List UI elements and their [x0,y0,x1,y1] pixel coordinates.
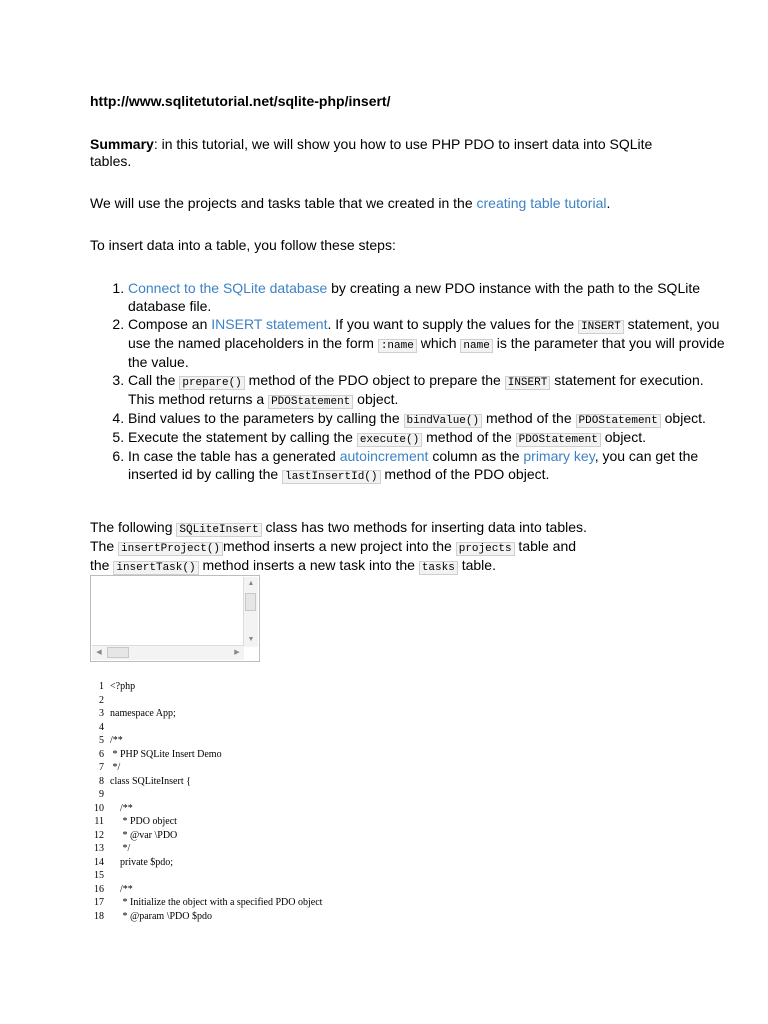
line-number: 16 [94,883,104,895]
step-text: method of the [422,429,516,445]
code-text: */ [110,843,131,854]
code-line [90,896,322,910]
intro-text-end: . [606,195,611,211]
inline-code: PDOStatement [576,414,661,428]
inline-code: PDOStatement [268,395,353,409]
code-text: */ [110,762,121,773]
step-text: column as the [428,448,524,464]
line-number: 15 [94,870,104,881]
line-number: 11 [94,816,104,827]
code-line [90,721,322,735]
following-line-1 [90,518,710,537]
inline-code: execute() [357,433,422,447]
code-line [90,734,322,748]
line-number: 12 [94,829,104,841]
intro-text: We will use the projects and tasks table that we created in the [90,195,477,211]
line-number: 7 [99,762,104,773]
step-text: object. [600,429,646,445]
source-url: http://www.sqlitetutorial.net/sqlite-php/insert/ [90,93,391,109]
triangle-right-icon[interactable]: ▶ [234,649,240,656]
step-text: method of the PDO object. [380,466,550,482]
line-number: 18 [94,910,104,922]
inline-code: insertTask() [113,561,198,575]
inline-code: :name [378,339,417,353]
code-line [90,829,322,843]
step-text: Bind values to the parameters by calling the [128,410,404,426]
step-text: by creating a new PDO instance with the path to the SQLite database file. [128,280,701,314]
code-line [90,680,322,694]
inline-code: lastInsertId() [282,470,380,484]
step-2 [128,315,728,371]
line-number: 13 [94,843,104,854]
creating-table-tutorial-link[interactable]: creating table tutorial [476,195,607,211]
following-line-2 [90,537,710,556]
inline-code: prepare() [179,376,244,390]
vertical-scrollbar[interactable] [243,577,258,647]
para-text: class has two methods for inserting data into tables. [261,519,587,535]
summary-paragraph [90,136,690,170]
step-text: . If you want to supply the values for the [327,316,579,332]
horizontal-scrollbar[interactable] [92,645,244,660]
para-text: The [90,538,119,554]
para-text: table and [514,538,577,554]
line-number: 17 [94,897,104,908]
code-line [90,775,322,789]
para-text: the [90,557,114,573]
line-number: 10 [94,802,104,814]
line-number: 4 [99,721,104,733]
step-5 [128,428,728,447]
intro-paragraph [90,195,690,212]
code-line [90,856,322,870]
code-text: /** [110,802,133,814]
line-number: 5 [99,735,104,746]
line-number: 9 [99,789,104,800]
code-line [90,842,322,856]
inline-code: tasks [419,561,458,575]
code-line [90,788,322,802]
step-text: In case the table has a generated [128,448,340,464]
steps-list [90,279,728,484]
step-6 [128,447,728,484]
line-number: 6 [99,748,104,760]
code-text: /** [110,735,123,746]
triangle-left-icon[interactable]: ◀ [96,649,102,656]
following-paragraph [90,518,710,575]
horizontal-scroll-thumb[interactable] [107,647,129,658]
step-text: is the parameter that you will provide the value. [128,335,725,370]
step-3 [128,371,728,409]
step-4 [128,409,728,428]
code-viewer-box[interactable] [90,575,260,662]
triangle-up-icon[interactable]: ▲ [247,580,255,587]
code-line [90,815,322,829]
summary-text: : in this tutorial, we will show you how to use PHP PDO to insert data into SQLite tables. [90,136,653,169]
para-text: method inserts a new task into the [198,557,419,573]
inline-code: INSERT [578,320,624,334]
code-text: namespace App; [110,708,176,719]
line-number: 3 [99,708,104,719]
step-text: method of the PDO object to prepare the [244,372,505,388]
step-text: method of the [482,410,576,426]
inline-code: name [460,339,492,353]
step-text: Execute the statement by calling the [128,429,357,445]
inline-code: insertProject() [118,542,223,556]
autoincrement-link[interactable]: autoincrement [339,448,429,464]
line-number: 1 [99,681,104,692]
code-line [90,748,322,762]
step-text: Compose an [128,316,212,332]
code-text: * PDO object [110,816,177,827]
step-text: object. [353,391,399,407]
summary-label: Summary [90,136,154,152]
connect-database-link[interactable]: Connect to the SQLite database [128,280,328,296]
inline-code: projects [456,542,515,556]
code-line [90,910,322,924]
code-text: class SQLiteInsert { [110,775,191,787]
code-line [90,869,322,883]
inline-code: PDOStatement [516,433,601,447]
step-text: statement for execution. This method returns a [128,372,704,407]
code-text: <?php [110,681,136,692]
following-line-3 [90,556,710,575]
insert-statement-link[interactable]: INSERT statement [211,316,328,332]
inline-code: bindValue() [404,414,483,428]
step-text: object. [660,410,706,426]
primary-key-link[interactable]: primary key [523,448,595,464]
para-text: The following [90,519,177,535]
code-line [90,883,322,897]
step-text: Call the [128,372,180,388]
para-text: method inserts a new project into the [223,538,456,554]
code-text: * @param \PDO $pdo [110,910,212,922]
code-text: * @var \PDO [110,829,178,841]
steps-intro: To insert data into a table, you follow these steps: [90,237,396,253]
inline-code: SQLiteInsert [176,523,261,537]
code-text: /** [110,883,133,895]
triangle-down-icon[interactable]: ▼ [247,636,255,643]
code-text: * PHP SQLite Insert Demo [110,748,222,760]
line-number: 2 [99,694,104,706]
vertical-scroll-thumb[interactable] [245,593,256,611]
step-text: statement, you use the named placeholders in the form [128,316,720,351]
code-listing [90,680,322,923]
step-text: which [416,335,461,351]
code-line [90,694,322,708]
inline-code: INSERT [505,376,551,390]
step-1 [128,279,728,315]
code-text: * Initialize the object with a specified PDO object [110,897,323,908]
code-line [90,707,322,721]
line-number: 14 [94,856,104,868]
step-text: , you can get the inserted id by calling the [128,448,699,482]
code-line [90,761,322,775]
code-text: private $pdo; [110,856,174,868]
line-number: 8 [99,775,104,787]
para-text: table. [457,557,496,573]
code-line [90,802,322,816]
